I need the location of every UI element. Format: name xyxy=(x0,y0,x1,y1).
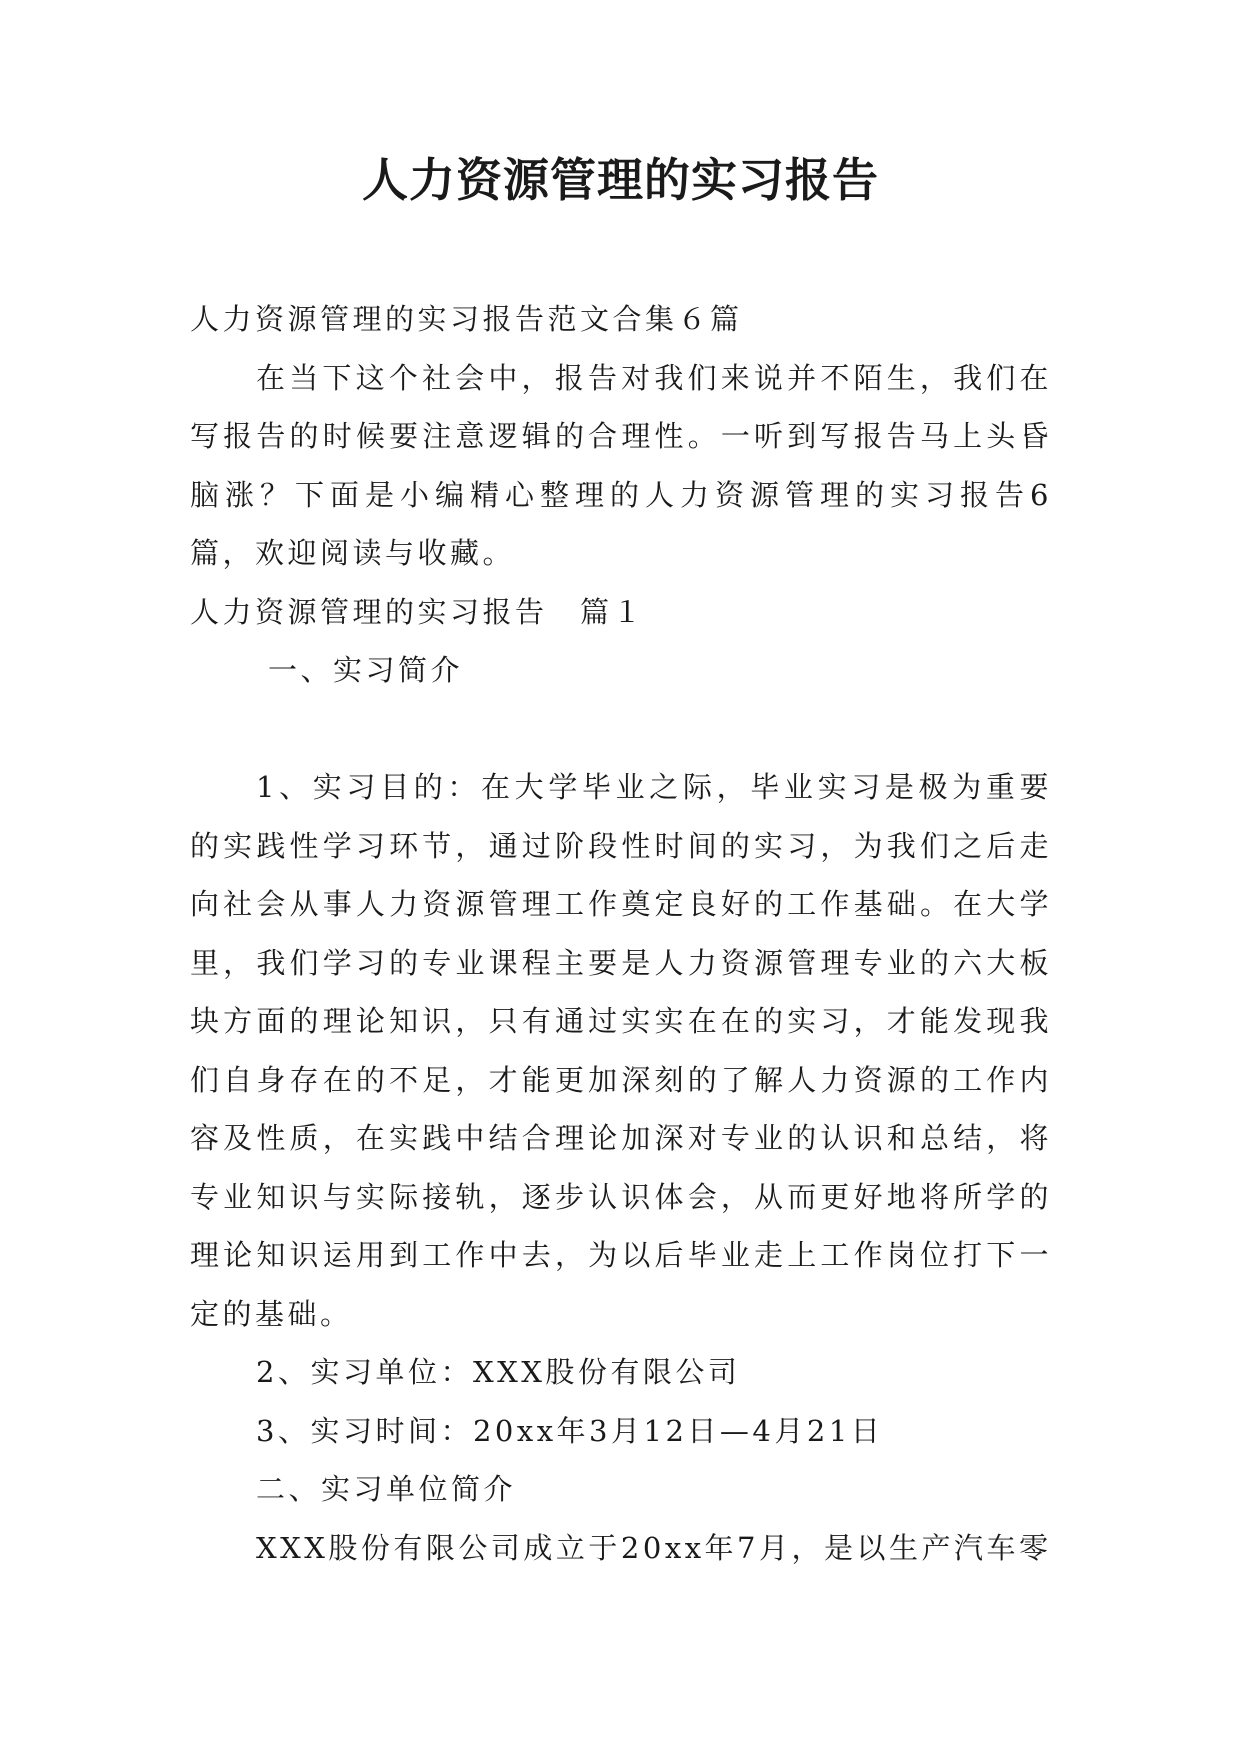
internship-period-line: 3、实习时间：20xx年3月12日—4月21日 xyxy=(256,1413,884,1448)
document-body xyxy=(190,290,1052,1577)
company-overview-paragraph: XXX股份有限公司成立于20xx年7月，是以生产汽车零 xyxy=(256,1530,1052,1565)
section-heading-part1: 人力资源管理的实习报告 篇１ xyxy=(190,594,646,629)
internship-company-line: 2、实习单位：XXX股份有限公司 xyxy=(256,1355,741,1389)
intro-paragraph: 在当下这个社会中，报告对我们来说并不陌生，我们在写报告的时候要注意逻辑的合理性。一听到写报告马上头昏脑涨？下面是小编精心整理的人力资源管理的实习报告6篇，欢迎阅读与收藏。 xyxy=(190,360,1052,570)
blank-line xyxy=(190,700,1052,759)
internship-purpose-paragraph: 1、实习目的：在大学毕业之际，毕业实习是极为重要的实践性学习环节，通过阶段性时间的实习，为我们之后走向社会从事人力资源管理工作奠定良好的工作基础。在大学里，我们学习的专业课程主要是人力资源管理专业的六大板块方面的理论知识，只有通过实实在在的实习，才能发现我们自身存在的不足，才能更加深刻的了解人力资源的工作内容及性质，在实践中结合理论加深对专业的认识和总结，将专业知识与实际接轨，逐步认识体会，从而更好地将所学的理论知识运用到工作中去，为以后毕业走上工作岗位打下一定的基础。 xyxy=(190,770,1052,1331)
heading-internship-overview: 一、实习简介 xyxy=(268,653,464,687)
collection-subtitle: 人力资源管理的实习报告范文合集６篇 xyxy=(190,302,743,336)
heading-company-overview: 二、实习单位简介 xyxy=(256,1472,517,1506)
document-title: 人力资源管理的实习报告 xyxy=(362,153,879,207)
